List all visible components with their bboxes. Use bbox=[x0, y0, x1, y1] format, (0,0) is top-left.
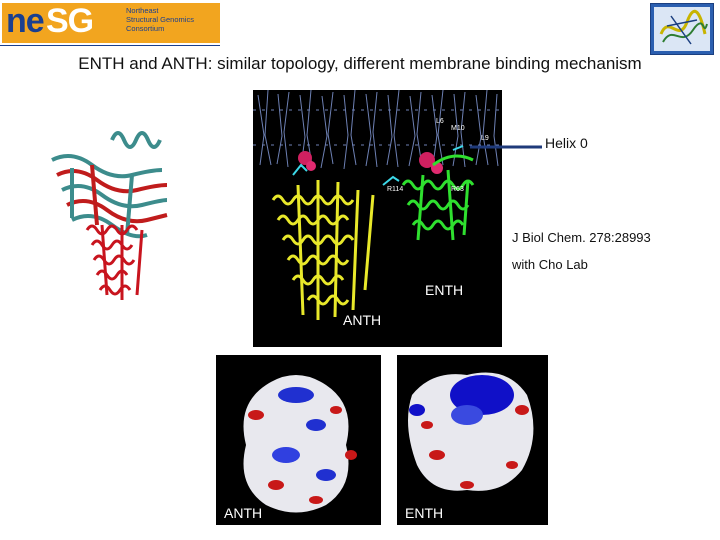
anth-surface-figure bbox=[216, 355, 381, 525]
anth-label: ANTH bbox=[343, 312, 382, 328]
enth-surface-figure bbox=[397, 355, 548, 525]
protein-structure-icon bbox=[650, 3, 714, 55]
anth-surface-label: ANTH bbox=[224, 505, 263, 521]
collaboration-text: with Cho Lab bbox=[512, 257, 588, 272]
enth-surface-label: ENTH bbox=[405, 505, 444, 521]
logo-sub-line-2: Structural Genomics bbox=[126, 15, 194, 24]
logo-text-ne: ne bbox=[6, 2, 44, 40]
superposition-ribbon-figure bbox=[32, 120, 192, 310]
slide-title: ENTH and ANTH: similar topology, different membrane binding mechanism bbox=[78, 54, 642, 73]
logo-underline bbox=[0, 45, 220, 46]
residue-label-r63: R63 bbox=[451, 186, 464, 193]
helix0-label: Helix 0 bbox=[545, 135, 588, 151]
enth-label: ENTH bbox=[425, 282, 464, 298]
residue-label-r114: R114 bbox=[387, 186, 404, 193]
residue-label-l6: L6 bbox=[436, 118, 444, 125]
citation-text: J Biol Chem. 278:28993 bbox=[512, 230, 651, 245]
logo-text-sg: SG bbox=[46, 2, 94, 40]
membrane-binding-figure bbox=[253, 90, 502, 347]
logo-subtitle bbox=[126, 6, 218, 33]
helix0-pointer-line bbox=[470, 140, 550, 154]
logo-sub-line-3: Consortium bbox=[126, 24, 165, 33]
residue-label-l9: L9 bbox=[481, 135, 489, 142]
logo-sub-line-1: Northeast bbox=[126, 6, 159, 15]
residue-label-m10: M10 bbox=[451, 125, 465, 132]
